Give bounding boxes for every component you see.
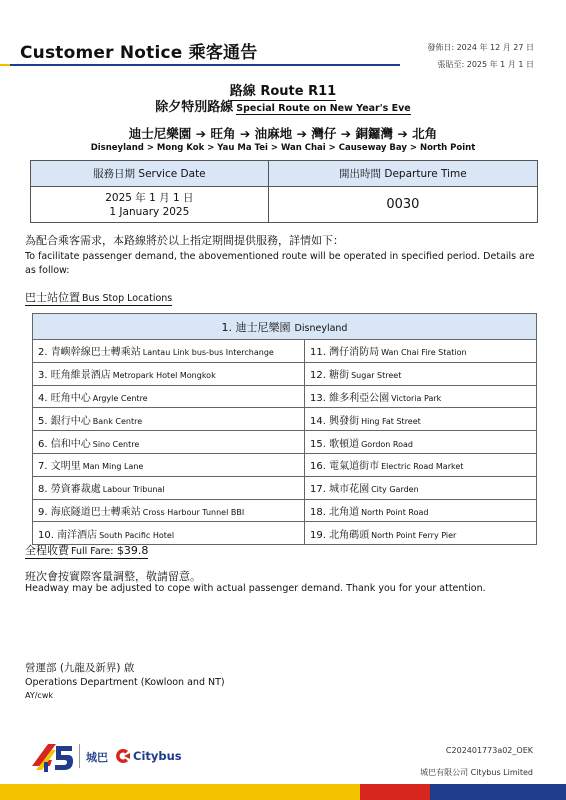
notice-header <box>0 30 566 70</box>
stop-cell: 9. 海底隧道巴士轉乘站 Cross Harbour Tunnel BBI <box>33 499 305 522</box>
effective-date: 張貼至: 2025 年 1 月 1 日 <box>437 60 534 69</box>
citybus-logo-zh: 城巴 <box>86 751 108 764</box>
headway-note-zh: 班次會按實際客量調整，敬請留意。 <box>25 570 201 583</box>
stop-cell: 18. 北角道 North Point Road <box>305 499 537 522</box>
stop-cell: 5. 銀行中心 Bank Centre <box>33 408 305 431</box>
notice-title: Customer Notice 乘客通告 <box>20 43 258 63</box>
intro-zh: 為配合乘客需求，本路線將於以上指定期間提供服務，詳情如下： <box>25 234 344 247</box>
route-path-en: Disneyland > Mong Kok > Yau Ma Tei > Wan Chai > Causeway Bay > North Point <box>90 143 476 153</box>
stop-origin: 1. 迪士尼樂園 Disneyland <box>33 314 537 340</box>
table-row <box>33 453 537 476</box>
department-zh: 營運部 (九龍及新界) 啟 <box>25 662 135 674</box>
reference-code: AY/cwk <box>25 691 54 700</box>
table-row <box>33 314 537 340</box>
brand-bar-red <box>360 784 430 800</box>
stop-cell: 6. 信和中心 Sino Centre <box>33 431 305 454</box>
route-title: 路線 Route R11 <box>229 84 337 99</box>
table-row <box>33 476 537 499</box>
fare-label-zh: 全程收費 <box>25 544 69 557</box>
table-row <box>33 385 537 408</box>
fare-label-en: Full Fare: <box>71 546 114 557</box>
route-path-zh: 迪士尼樂園 ➔ 旺角 ➔ 油麻地 ➔ 灣仔 ➔ 銅鑼灣 ➔ 北角 <box>128 126 438 141</box>
bus-stops-heading <box>25 289 172 306</box>
stop-cell: 19. 北角碼頭 North Point Ferry Pier <box>305 522 537 545</box>
stop-cell: 17. 城市花園 City Garden <box>305 476 537 499</box>
issue-date: 發佈日: 2024 年 12 月 27 日 <box>427 43 534 52</box>
stop-cell: 2. 青嶼幹線巴士轉乘站 Lantau Link bus-bus Interchange <box>33 340 305 363</box>
stop-cell: 16. 電氣道街市 Electric Road Market <box>305 453 537 476</box>
anniversary-45-logo-icon <box>30 740 74 774</box>
stop-cell: 11. 灣仔消防局 Wan Chai Fire Station <box>305 340 537 363</box>
departure-time-header: 開出時間 Departure Time <box>268 161 537 187</box>
brand-bar-blue <box>430 784 566 800</box>
departure-time-cell: 0030 <box>268 187 537 223</box>
stop-cell: 8. 勞資審裁處 Labour Tribunal <box>33 476 305 499</box>
logo-divider <box>79 744 80 768</box>
stop-cell: 12. 糖街 Sugar Street <box>305 362 537 385</box>
stop-cell: 10. 南洋酒店 South Pacific Hotel <box>33 522 305 545</box>
stop-cell: 4. 旺角中心 Argyle Centre <box>33 385 305 408</box>
intro-en: To facilitate passenger demand, the abovementioned route will be operated in specified period. Details are as follow: <box>25 251 535 276</box>
stop-cell: 13. 維多利亞公園 Victoria Park <box>305 385 537 408</box>
table-row <box>33 362 537 385</box>
title-underline <box>0 64 400 66</box>
stop-cell: 14. 興發街 Hing Fat Street <box>305 408 537 431</box>
document-code: C202401773a02_OEK <box>445 746 533 755</box>
brand-color-bar <box>0 784 566 800</box>
service-date-zh: 2025 年 1 月 1 日 <box>105 191 194 204</box>
bus-stops-heading-zh: 巴士站位置 <box>25 291 80 304</box>
full-fare <box>25 542 148 559</box>
service-date-cell <box>31 187 269 223</box>
special-route-en: Special Route on New Year's Eve <box>236 103 411 114</box>
special-route-zh: 除夕特別路線 <box>155 100 234 115</box>
special-route-title <box>0 96 566 115</box>
table-row <box>33 408 537 431</box>
stop-cell: 3. 旺角維景酒店 Metropark Hotel Mongkok <box>33 362 305 385</box>
brand-bar-yellow <box>0 784 360 800</box>
fare-amount: $39.8 <box>116 544 149 557</box>
department-en: Operations Department (Kowloon and NT) <box>25 677 225 688</box>
service-table <box>30 160 538 223</box>
table-row <box>33 431 537 454</box>
stop-cell: 15. 歌頓道 Gordon Road <box>305 431 537 454</box>
service-date-header: 服務日期 Service Date <box>31 161 269 187</box>
table-row <box>33 340 537 363</box>
citybus-c-logo-icon <box>115 748 131 764</box>
service-date-en: 1 January 2025 <box>109 205 190 218</box>
company-name: 城巴有限公司 Citybus Limited <box>420 768 533 777</box>
stop-cell: 7. 文明里 Man Ming Lane <box>33 453 305 476</box>
bus-stops-table <box>32 313 537 545</box>
citybus-logo-en: Citybus <box>133 749 182 763</box>
bus-stops-heading-en: Bus Stop Locations <box>82 293 173 304</box>
table-row <box>33 499 537 522</box>
headway-note-en: Headway may be adjusted to cope with actual passenger demand. Thank you for your attention. <box>25 583 486 594</box>
